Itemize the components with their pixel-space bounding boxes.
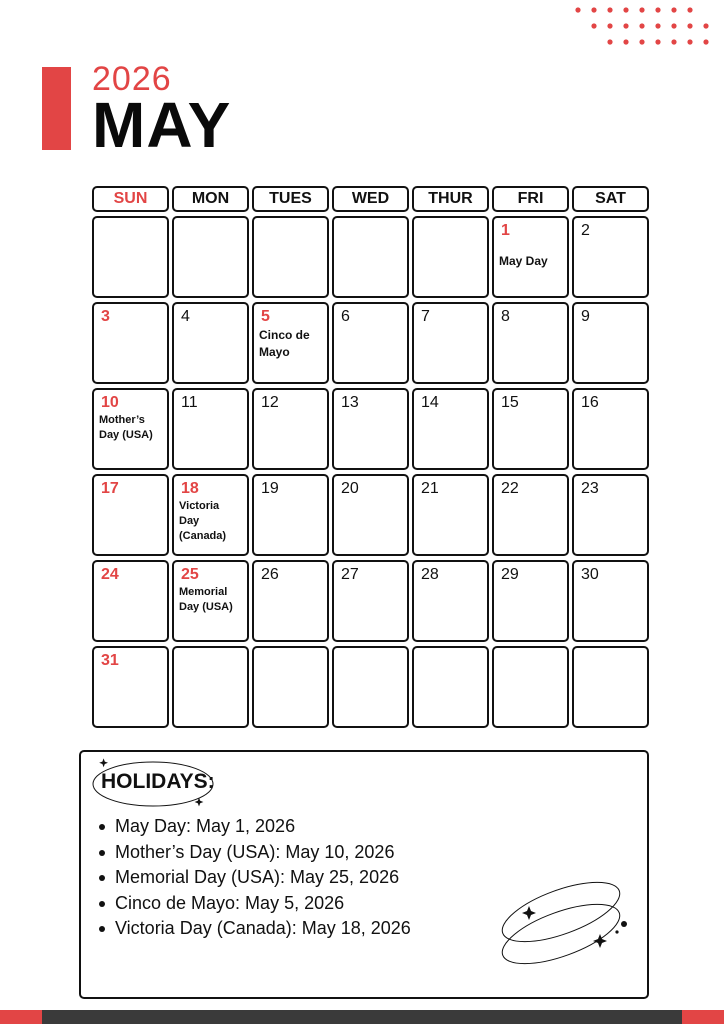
empty-day-cell: [492, 646, 569, 728]
day-number: 8: [501, 308, 510, 325]
day-cell-5: [252, 302, 329, 384]
holidays-panel: [79, 750, 649, 999]
holiday-item: May Day: May 1, 2026: [97, 814, 411, 840]
footer-accent-right: [682, 1010, 724, 1024]
empty-day-cell: [412, 216, 489, 298]
empty-day-cell: [572, 646, 649, 728]
decorative-dot: [639, 7, 644, 12]
day-cell-26: [252, 560, 329, 642]
day-number: 22: [501, 480, 519, 497]
day-cell-17: [92, 474, 169, 556]
day-number: 5: [261, 308, 270, 325]
holiday-note: May Day: [499, 254, 548, 268]
decorative-dot-pattern: [570, 2, 720, 50]
accent-bar: [42, 67, 71, 150]
day-cell-24: [92, 560, 169, 642]
day-number: 14: [421, 394, 439, 411]
day-cell-15: [492, 388, 569, 470]
weekday-header-row: [92, 186, 652, 212]
empty-day-cell: [412, 646, 489, 728]
day-cell-1: [492, 216, 569, 298]
decorative-dot: [623, 39, 628, 44]
decorative-dot: [687, 23, 692, 28]
weekday-mon: MON: [172, 186, 249, 212]
weekday-fri: FRI: [492, 186, 569, 212]
decorative-dot: [607, 7, 612, 12]
decorative-dot: [655, 39, 660, 44]
day-cell-8: [492, 302, 569, 384]
day-number: 27: [341, 566, 359, 583]
decorative-dot: [623, 7, 628, 12]
decorative-dot: [655, 23, 660, 28]
day-number: 23: [581, 480, 599, 497]
day-number: 19: [261, 480, 279, 497]
day-number: 29: [501, 566, 519, 583]
day-number: 16: [581, 394, 599, 411]
holiday-item: Mother’s Day (USA): May 10, 2026: [97, 840, 411, 866]
decorative-dot: [671, 39, 676, 44]
holiday-note: Victoria Day (Canada): [179, 500, 227, 542]
day-cell-7: [412, 302, 489, 384]
decorative-dot: [687, 7, 692, 12]
day-number: 7: [421, 308, 430, 325]
day-number: 13: [341, 394, 359, 411]
footer-accent-left: [0, 1010, 42, 1024]
weekday-sat: SAT: [572, 186, 649, 212]
decorative-dot: [575, 7, 580, 12]
day-number: 10: [101, 394, 119, 411]
day-cell-20: [332, 474, 409, 556]
holiday-item: Cinco de Mayo: May 5, 2026: [97, 891, 411, 917]
day-cell-25: [172, 560, 249, 642]
day-cell-3: [92, 302, 169, 384]
day-cell-10: [92, 388, 169, 470]
day-number: 25: [181, 566, 199, 583]
day-cell-14: [412, 388, 489, 470]
day-number: 17: [101, 480, 119, 497]
weekday-sun: SUN: [92, 186, 169, 212]
day-number: 6: [341, 308, 350, 325]
day-cell-13: [332, 388, 409, 470]
day-cell-12: [252, 388, 329, 470]
day-number: 20: [341, 480, 359, 497]
day-cell-11: [172, 388, 249, 470]
orbit-decoration: [499, 872, 639, 982]
day-cell-29: [492, 560, 569, 642]
holiday-item: Victoria Day (Canada): May 18, 2026: [97, 916, 411, 942]
day-number: 18: [181, 480, 199, 497]
empty-day-cell: [172, 646, 249, 728]
empty-day-cell: [332, 646, 409, 728]
day-number: 1: [501, 222, 510, 239]
footer-bar: [0, 1010, 724, 1024]
empty-day-cell: [92, 216, 169, 298]
decorative-dot: [591, 7, 596, 12]
month-heading: MAY: [92, 89, 232, 161]
year-heading: 2026: [92, 60, 172, 98]
day-number: 4: [181, 308, 190, 325]
day-number: 15: [501, 394, 519, 411]
weekday-wed: WED: [332, 186, 409, 212]
day-cell-9: [572, 302, 649, 384]
decorative-dot: [671, 23, 676, 28]
holidays-list: [97, 814, 411, 942]
decorative-dot: [623, 23, 628, 28]
decorative-dot: [639, 23, 644, 28]
day-number: 26: [261, 566, 279, 583]
holiday-item: Memorial Day (USA): May 25, 2026: [97, 865, 411, 891]
holiday-note: Mother’s Day (USA): [99, 414, 153, 441]
day-cell-30: [572, 560, 649, 642]
day-cell-23: [572, 474, 649, 556]
holidays-title: HOLIDAYS:: [101, 770, 215, 793]
day-cell-6: [332, 302, 409, 384]
day-cell-27: [332, 560, 409, 642]
day-cell-28: [412, 560, 489, 642]
day-number: 21: [421, 480, 439, 497]
footer-band: [42, 1010, 682, 1024]
day-cell-31: [92, 646, 169, 728]
day-number: 3: [101, 308, 110, 325]
weekday-tue: TUES: [252, 186, 329, 212]
decorative-dot: [591, 23, 596, 28]
calendar-grid: [92, 216, 652, 728]
day-cell-21: [412, 474, 489, 556]
empty-day-cell: [172, 216, 249, 298]
holiday-note: Memorial Day (USA): [179, 586, 233, 613]
day-cell-22: [492, 474, 569, 556]
day-cell-2: [572, 216, 649, 298]
decorative-dot: [671, 7, 676, 12]
decorative-dot: [687, 39, 692, 44]
day-cell-16: [572, 388, 649, 470]
weekday-thu: THUR: [412, 186, 489, 212]
decorative-dot: [703, 23, 708, 28]
decorative-dot: [639, 39, 644, 44]
day-number: 28: [421, 566, 439, 583]
day-number: 11: [181, 394, 198, 411]
day-cell-19: [252, 474, 329, 556]
empty-day-cell: [252, 216, 329, 298]
day-number: 2: [581, 222, 590, 239]
decorative-dot: [655, 7, 660, 12]
day-cell-18: [172, 474, 249, 556]
decorative-dot: [607, 23, 612, 28]
day-number: 31: [101, 652, 119, 669]
day-number: 9: [581, 308, 590, 325]
holiday-note: Cinco de Mayo: [259, 328, 310, 359]
empty-day-cell: [252, 646, 329, 728]
day-number: 24: [101, 566, 119, 583]
decorative-dot: [607, 39, 612, 44]
day-number: 30: [581, 566, 599, 583]
day-number: 12: [261, 394, 279, 411]
empty-day-cell: [332, 216, 409, 298]
day-cell-4: [172, 302, 249, 384]
decorative-dot: [703, 39, 708, 44]
